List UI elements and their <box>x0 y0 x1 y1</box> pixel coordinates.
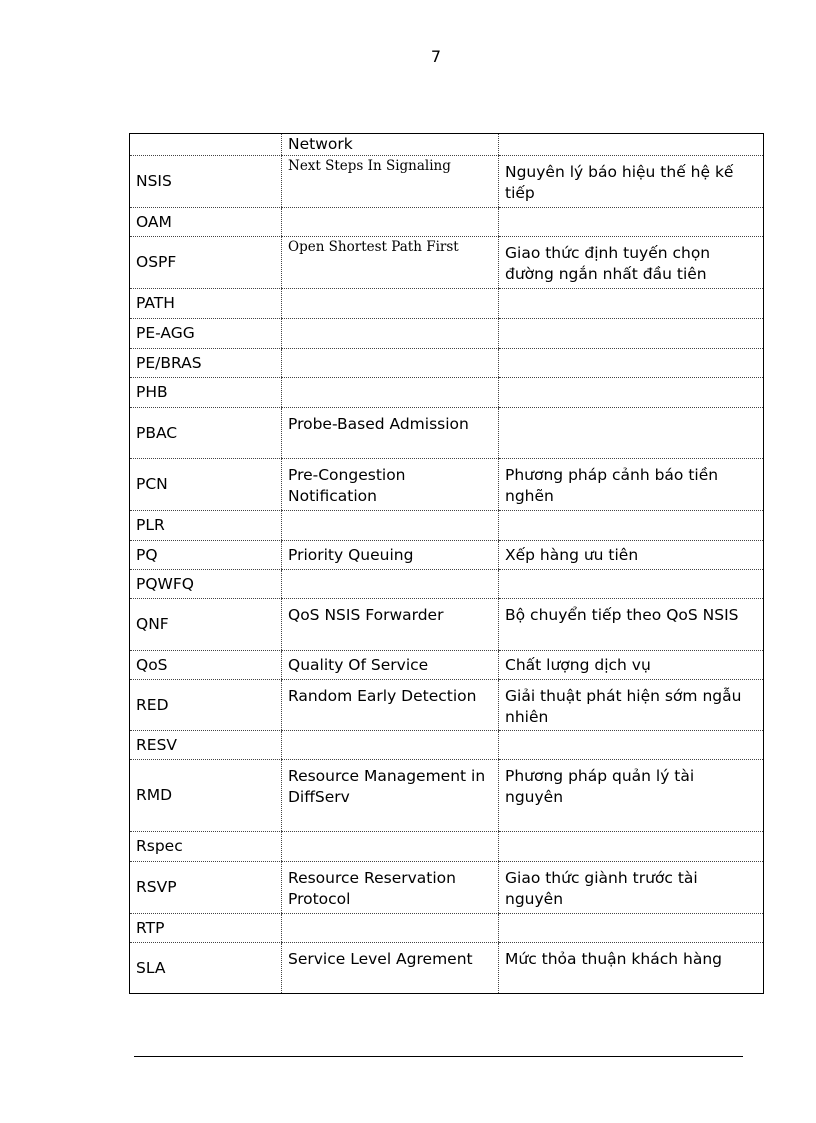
abbreviation-cell: OSPF <box>130 237 282 289</box>
vietnamese-term-cell <box>499 349 764 378</box>
table-row <box>130 599 764 651</box>
table-row <box>130 378 764 408</box>
english-term-cell <box>282 319 499 349</box>
abbreviation-cell: Rspec <box>130 832 282 862</box>
vietnamese-term-cell <box>499 570 764 599</box>
table-row <box>130 408 764 459</box>
abbreviation-cell: RTP <box>130 914 282 943</box>
table-row <box>130 914 764 943</box>
abbreviation-cell: RMD <box>130 760 282 832</box>
abbreviation-cell: PBAC <box>130 408 282 459</box>
english-term-cell: Priority Queuing <box>282 541 499 570</box>
english-term-cell: Quality Of Service <box>282 651 499 680</box>
abbreviation-table <box>129 133 764 994</box>
abbreviation-cell: PLR <box>130 511 282 541</box>
footer-rule <box>134 1056 743 1057</box>
table-row <box>130 459 764 511</box>
english-term-cell <box>282 914 499 943</box>
vietnamese-term-cell <box>499 134 764 156</box>
vietnamese-term-cell <box>499 208 764 237</box>
vietnamese-term-cell <box>499 511 764 541</box>
english-term-cell <box>282 511 499 541</box>
vietnamese-term-cell: Chất lượng dịch vụ <box>499 651 764 680</box>
table-row <box>130 862 764 914</box>
table-row <box>130 208 764 237</box>
vietnamese-term-cell <box>499 408 764 459</box>
vietnamese-term-cell <box>499 378 764 408</box>
english-term-cell <box>282 349 499 378</box>
vietnamese-term-cell: Mức thỏa thuận khách hàng <box>499 943 764 994</box>
table-row <box>130 943 764 994</box>
english-term-cell: Resource Reservation Protocol <box>282 862 499 914</box>
abbreviation-cell: RED <box>130 680 282 731</box>
english-term-cell: Next Steps In Signaling <box>282 156 499 208</box>
english-term-cell: Random Early Detection <box>282 680 499 731</box>
abbreviation-cell: PHB <box>130 378 282 408</box>
abbreviation-cell: RESV <box>130 731 282 760</box>
abbreviation-cell: SLA <box>130 943 282 994</box>
table-row <box>130 760 764 832</box>
english-term-cell: Probe-Based Admission <box>282 408 499 459</box>
vietnamese-term-cell <box>499 832 764 862</box>
english-term-cell <box>282 289 499 319</box>
vietnamese-term-cell: Xếp hàng ưu tiên <box>499 541 764 570</box>
vietnamese-term-cell: Giao thức định tuyến chọn đường ngắn nhất đầu tiên <box>499 237 764 289</box>
table-row <box>130 349 764 378</box>
table-row <box>130 832 764 862</box>
abbreviation-cell: PATH <box>130 289 282 319</box>
page-number: 7 <box>430 47 442 66</box>
table-row <box>130 319 764 349</box>
table-row <box>130 511 764 541</box>
table-row <box>130 237 764 289</box>
vietnamese-term-cell: Bộ chuyển tiếp theo QoS NSIS <box>499 599 764 651</box>
english-term-cell <box>282 378 499 408</box>
english-term-cell <box>282 570 499 599</box>
abbreviation-cell: QNF <box>130 599 282 651</box>
table-row <box>130 651 764 680</box>
english-term-cell: Service Level Agrement <box>282 943 499 994</box>
abbreviation-cell: PE-AGG <box>130 319 282 349</box>
english-term-cell: Pre-Congestion Notification <box>282 459 499 511</box>
abbreviation-cell: OAM <box>130 208 282 237</box>
table-row <box>130 570 764 599</box>
vietnamese-term-cell: Giải thuật phát hiện sớm ngẫu nhiên <box>499 680 764 731</box>
table-row <box>130 289 764 319</box>
english-term-cell <box>282 832 499 862</box>
abbreviation-cell: PCN <box>130 459 282 511</box>
english-term-cell <box>282 208 499 237</box>
abbreviation-cell: PQ <box>130 541 282 570</box>
table-row <box>130 731 764 760</box>
vietnamese-term-cell <box>499 289 764 319</box>
vietnamese-term-cell <box>499 914 764 943</box>
table-row <box>130 156 764 208</box>
vietnamese-term-cell: Phương pháp cảnh báo tiền nghẽn <box>499 459 764 511</box>
vietnamese-term-cell <box>499 731 764 760</box>
abbreviation-cell: QoS <box>130 651 282 680</box>
abbreviation-cell: PQWFQ <box>130 570 282 599</box>
abbreviation-cell <box>130 134 282 156</box>
abbreviation-cell: PE/BRAS <box>130 349 282 378</box>
english-term-cell: Resource Management in DiffServ <box>282 760 499 832</box>
english-term-cell: QoS NSIS Forwarder <box>282 599 499 651</box>
vietnamese-term-cell: Giao thức giành trước tài nguyên <box>499 862 764 914</box>
english-term-cell <box>282 731 499 760</box>
abbreviation-cell: RSVP <box>130 862 282 914</box>
table-row <box>130 134 764 156</box>
english-term-cell: Network <box>282 134 499 156</box>
vietnamese-term-cell <box>499 319 764 349</box>
table-row <box>130 680 764 731</box>
vietnamese-term-cell: Phương pháp quản lý tài nguyên <box>499 760 764 832</box>
table-row <box>130 541 764 570</box>
vietnamese-term-cell: Nguyên lý báo hiệu thế hệ kế tiếp <box>499 156 764 208</box>
english-term-cell: Open Shortest Path First <box>282 237 499 289</box>
abbreviation-cell: NSIS <box>130 156 282 208</box>
